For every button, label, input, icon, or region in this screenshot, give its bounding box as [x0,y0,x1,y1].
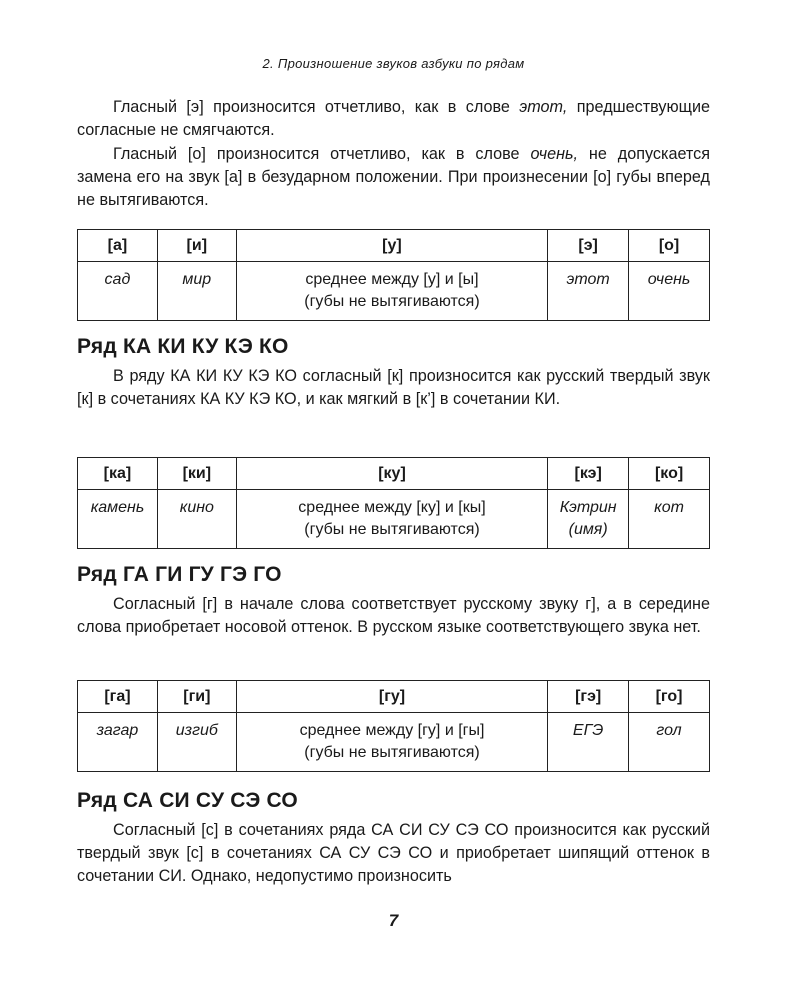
table-header-cell: [го] [629,681,710,713]
table-header-cell: [у] [236,230,547,262]
cell-note: (имя) [568,521,608,538]
table-ga [77,680,710,772]
table-header-cell: [а] [78,230,158,262]
table-header-cell: [ка] [78,458,158,490]
table-cell [236,713,547,772]
table-header-cell: [гэ] [548,681,629,713]
table-cell [236,490,547,549]
table-cell: этот [548,262,629,321]
table-vowels [77,229,710,321]
cell-note: (губы не вытягиваются) [304,293,480,310]
cell-note: (губы не вытягиваются) [304,521,480,538]
table-header-row [78,458,710,490]
table-header-cell: [ку] [236,458,547,490]
cell-note: (губы не вытягиваются) [304,744,480,761]
cell-text: среднее между [гу] и [гы] [299,722,485,739]
section-title-sa: Ряд СА СИ СУ СЭ СО [77,789,298,812]
section-title-ga: Ряд ГА ГИ ГУ ГЭ ГО [77,563,282,586]
paragraph-vowel-e: Гласный [э] произносится отчетливо, как в слове этот, предшествующие согласные не смягчаются. [77,98,710,139]
table-header-cell: [ко] [629,458,710,490]
table-header-cell: [ги] [157,681,236,713]
table-cell: загар [78,713,158,772]
cell-text: среднее между [ку] и [кы] [298,499,486,516]
table-header-cell: [о] [629,230,710,262]
paragraph-ka: В ряду КА КИ КУ КЭ КО согласный [к] произносится как русский твердый звук [к] в сочетаниях КА КУ КЭ КО, и как мягкий в [к’] в сочетании КИ. [77,367,710,408]
table-row [78,262,710,321]
table-header-cell: [э] [548,230,629,262]
table-header-cell: [кэ] [548,458,629,490]
table-row [78,490,710,549]
table-cell: кино [157,490,236,549]
paragraph-ga: Согласный [г] в начале слова соответствует русскому звуку г], а в середине слова приобретает носовой оттенок. В русском языке соответствующего звука нет. [77,595,710,636]
table-cell: камень [78,490,158,549]
cell-text: среднее между [у] и [ы] [305,271,479,288]
table-header-cell: [гу] [236,681,547,713]
table-ka [77,457,710,549]
table-cell [236,262,547,321]
table-header-row [78,681,710,713]
table-cell: мир [157,262,236,321]
section-title-ka: Ряд КА КИ КУ КЭ КО [77,335,289,358]
table-cell: кот [629,490,710,549]
page-number: 7 [388,911,399,930]
table-header-cell: [ки] [157,458,236,490]
table-header-row [78,230,710,262]
cell-text: Кэтрин [559,499,617,516]
table-cell: гол [629,713,710,772]
table-cell: сад [78,262,158,321]
table-cell: изгиб [157,713,236,772]
paragraph-vowel-o: Гласный [о] произносится отчетливо, как в слове очень, не допускается замена его на звук [а] в безударном положении. При произнесении [о] губы вперед не вытягиваются. [77,145,711,209]
table-row [78,713,710,772]
table-header-cell: [га] [78,681,158,713]
running-head: 2. Произношение звуков азбуки по рядам [262,56,525,71]
table-cell [548,490,629,549]
table-cell: очень [629,262,710,321]
table-cell: ЕГЭ [548,713,629,772]
paragraph-sa: Согласный [с] в сочетаниях ряда СА СИ СУ СЭ СО произносится как русский твердый звук [с] в сочетаниях СА СУ СЭ СО и приобретает шипящий оттенок в сочетании СИ. Однако, недопустимо произносить [77,821,710,885]
table-header-cell: [и] [157,230,236,262]
